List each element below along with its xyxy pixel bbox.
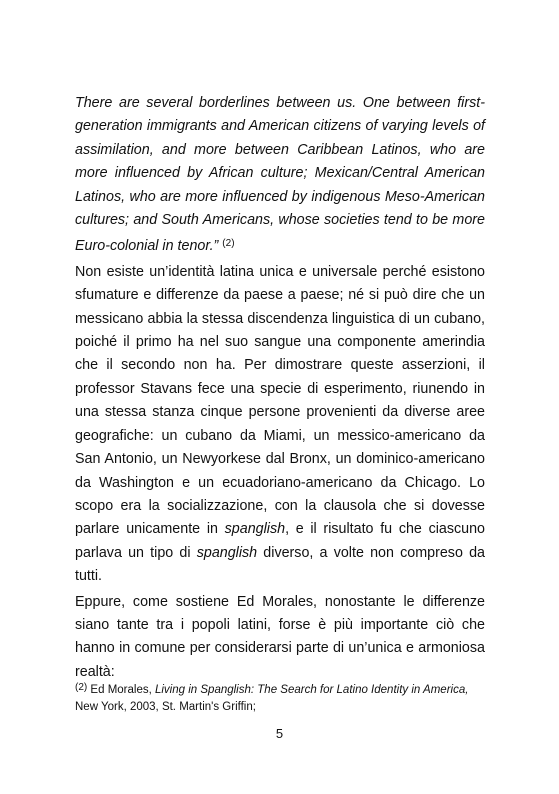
quote-closing-mark: ” [213,238,219,255]
footnote-title: Living in Spanglish: The Search for Latino Identity in America, [154,684,469,696]
block-quote [75,92,485,259]
emphasis-spanglish: spanglish [224,521,286,538]
footnote [75,679,485,716]
quote-text: There are several borderlines between us. One between first-generation immigrants and American citizens of varying levels of assimilation, and more between Caribbean Latinos, who are more influenced by African culture; Mexican/Central American Latinos, who are more influenced by indigenous Meso-American cultures; and South Americans, whose societies tend to be more Euro-colonial in tenor. [75,95,485,255]
page-body [75,92,485,684]
paragraph-text: , e il risultato fu che ciascuno parlava un tipo di [75,521,485,561]
footnote-author: Ed Morales, [87,684,155,696]
footnote-publication: New York, 2003, St. Martin's Griffin; [75,701,256,713]
paragraph-text: Non esiste un’identità latina unica e universale perché esistono sfumature e differenze da paese a paese; né si può dire che un messicano abbia la stessa discendenza linguistica di un cubano, poiché il primo ha nel suo sangue una componente amerindia che il secondo non ha. Per dimostrare queste asserzioni, il professor Stavans fece una specie di esperimento, riunendo in una stessa stanza cinque persone provenienti da diverse aree geografiche: un cubano da Miami, un messico-americano da San Antonio, un Newyorkese dal Bronx, un dominico-americano da Washington e un ecuadoriano-americano da Chicago. Lo scopo era la socializzazione, con la clausola che si dovesse parlare unicamente in [75,263,485,538]
emphasis-spanglish: spanglish [196,544,258,561]
body-paragraph-1 [75,261,485,589]
footnote-reference[interactable]: (2) [222,238,235,250]
footnote-marker: (2) [75,682,88,693]
body-paragraph-2: Eppure, come sostiene Ed Morales, nonostante le differenze siano tante tra i popoli latini, forse è più importante ciò che hanno in comune per considerarsi parte di un’unica e armoniosa realtà: [75,593,485,680]
paragraph-text: diverso, a volte non compreso da tutti. [75,544,485,585]
page-number: 5 [275,726,284,741]
